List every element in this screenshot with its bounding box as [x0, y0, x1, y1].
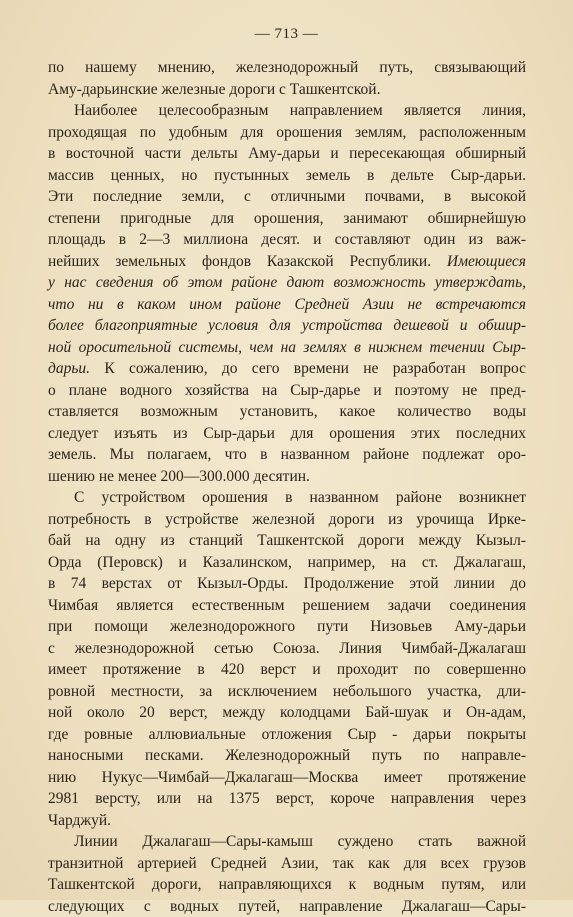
text-span: шению не менее 200—300.000 десятин. [48, 468, 310, 485]
text-span: Наиболее целесообразным направлением является линия, [74, 102, 526, 119]
text-span: Линии Джалагаш—Сары-камыш суждено стать важной [74, 833, 526, 850]
text-span: следует изъять из Сыр-дарьи для орошения этих последних [48, 425, 526, 442]
text-span: Ташкентской дороги, направляющихся к водным путям, или [48, 876, 526, 893]
text-line [48, 294, 526, 316]
text-span: 2981 версту, или на 1375 верст, короче направления через [48, 790, 526, 807]
text-line [48, 57, 526, 79]
text-line [48, 186, 526, 208]
text-span: ной около 20 верст, между колодцами Бай-шуак и Он-адам, [48, 704, 526, 721]
text-line [48, 724, 526, 746]
text-span: Чарджуй. [48, 812, 111, 829]
text-span: Эти последние земли, с отличными почвами, в высокой [48, 188, 526, 205]
text-line [48, 272, 526, 294]
italic-text-span: Имеющиеся [447, 253, 526, 270]
text-line [48, 595, 526, 617]
text-line [48, 831, 526, 853]
text-span: земель. Мы полагаем, что в названном районе подлежат оро- [48, 446, 526, 463]
text-span: площадь в 2—3 миллиона десят. и составляют один из важ- [48, 231, 526, 248]
text-line [48, 810, 526, 832]
text-span: Чимбая является естественным решением задачи соединения [48, 597, 526, 614]
text-span: Орда (Перовск) и Казалинском, например, на ст. Джалагаш, [48, 554, 526, 571]
text-line [48, 165, 526, 187]
text-line [48, 681, 526, 703]
text-line [48, 853, 526, 875]
text-line [48, 487, 526, 509]
italic-text-span: у нас сведения об этом районе дают возможность утверждать, [48, 274, 526, 291]
text-line [48, 401, 526, 423]
text-span: транзитной артерией Средней Азии, так как для всех грузов [48, 855, 526, 872]
text-line [48, 509, 526, 531]
text-line [48, 530, 526, 552]
text-line [48, 79, 526, 101]
text-span: проходящая по удобным для орошения землям, расположенным [48, 124, 526, 141]
text-span: Аму-дарьинские железные дороги с Ташкентской. [48, 81, 380, 98]
text-line [48, 616, 526, 638]
text-line [48, 337, 526, 359]
text-span: в 74 верстах от Кызыл-Орды. Продолжение этой линии до [48, 575, 526, 592]
italic-text-span: что ни в каком ином районе Средней Азии не встречаются [48, 296, 526, 313]
body-text [48, 57, 526, 917]
text-span: о плане водного хозяйства на Сыр-дарье и поэтому не пред- [48, 382, 526, 399]
text-line [48, 122, 526, 144]
text-line [48, 423, 526, 445]
text-span: потребность в устройстве железной дороги из урочища Ирке- [48, 511, 526, 528]
text-line [48, 745, 526, 767]
text-line [48, 143, 526, 165]
text-line [48, 788, 526, 810]
text-span: имеет протяжение в 420 верст и проходит по совершенно [48, 661, 526, 678]
italic-text-span: более благоприятные условия для устройства дешевой и обшир- [48, 317, 526, 334]
page-number: — 713 — [0, 26, 573, 43]
text-line [48, 552, 526, 574]
text-span: С устройством орошения в названном районе возникнет [74, 489, 526, 506]
text-line [48, 767, 526, 789]
text-line [48, 638, 526, 660]
text-span: массив ценных, но пустынных земель в дельте Сыр-дарьи. [48, 167, 526, 184]
text-span: следующих с водных путей, направление Джалагаш—Сары- [48, 898, 526, 915]
text-line [48, 659, 526, 681]
text-line [48, 315, 526, 337]
italic-text-span: дарьи. [48, 360, 90, 377]
text-span: нейших земельных фондов Казакской Республики. [48, 253, 447, 270]
text-line [48, 380, 526, 402]
text-span: в восточной части дельты Аму-дарьи и пересекающая обширный [48, 145, 526, 162]
text-line [48, 229, 526, 251]
text-line [48, 444, 526, 466]
text-span: по нашему мнению, железнодорожный путь, связывающий [48, 59, 526, 76]
text-span: ровной местности, за исключением небольшого участка, дли- [48, 683, 526, 700]
text-span: наносными песками. Железнодорожный путь по направле- [48, 747, 526, 764]
italic-text-span: ной оросительной системы, чем на землях в нижнем течении Сыр- [48, 339, 526, 356]
text-span: нию Нукус—Чимбай—Джалагаш—Москва имеет протяжение [48, 769, 526, 786]
text-span: ставляется возможным установить, какое количество воды [48, 403, 526, 420]
text-span: с железнодорожной сетью Союза. Линия Чимбай-Джалагаш [48, 640, 526, 657]
text-span: К сожалению, до сего времени не разработан вопрос [90, 360, 526, 377]
text-span: бай на одну из станций Ташкентской дороги между Кызыл- [48, 532, 526, 549]
text-line [48, 874, 526, 896]
text-span: где ровные аллювиальные отложения Сыр - дарьи покрыты [48, 726, 526, 743]
text-line [48, 251, 526, 273]
text-line [48, 358, 526, 380]
text-line [48, 100, 526, 122]
text-line [48, 896, 526, 917]
text-span: степени пригодные для орошения, занимают обширнейшую [48, 210, 526, 227]
text-span: при помощи железнодорожного пути Низовьев Аму-дарьи [48, 618, 526, 635]
text-line [48, 208, 526, 230]
text-line [48, 702, 526, 724]
text-line [48, 573, 526, 595]
text-line [48, 466, 526, 488]
